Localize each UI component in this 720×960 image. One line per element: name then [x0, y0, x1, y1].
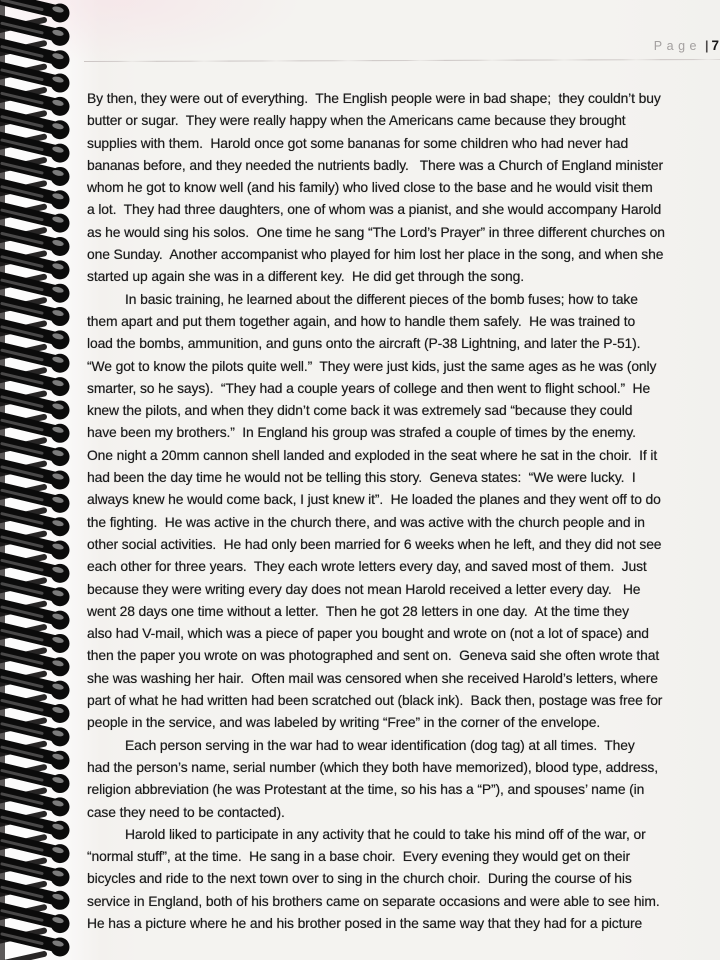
spiral-coil [0, 159, 70, 194]
text-line: a lot. They had three daughters, one of whom was a pianist, and she would accompany Harold [87, 201, 662, 218]
spiral-coil [0, 767, 70, 802]
spiral-coil [0, 813, 70, 848]
paragraph [87, 734, 720, 823]
text-line: other social activities. He had only been married for 6 weeks when he left, and they did not see [87, 535, 662, 552]
text-line: Each person serving in the war had to wear identification (dog tag) at all times. They [125, 736, 635, 753]
spiral-coil [0, 323, 70, 358]
text-line: also had V-mail, which was a piece of paper you bought and wrote on (not a lot of space) and [87, 625, 649, 642]
spiral-coil [0, 300, 70, 335]
page-separator: | [704, 39, 709, 53]
spiral-coil [0, 603, 70, 638]
spiral-coil [0, 66, 70, 101]
paragraph [87, 823, 720, 934]
spiral-coil [0, 136, 70, 171]
spiral-coil [0, 183, 70, 218]
spiral-coil [0, 463, 70, 498]
text-line: In basic training, he learned about the different pieces of the bomb fuses; how to take [125, 290, 638, 307]
spiral-coil [0, 650, 70, 685]
text-line: service in England, both of his brothers came on separate occasions and were able to see him. [87, 892, 660, 909]
text-line: One night a 20mm cannon shell landed and exploded in the seat where he sat in the choir. If it [87, 446, 658, 463]
spiral-coil [0, 790, 70, 825]
page-edge-strip [0, 0, 5, 960]
text-line: then the paper you wrote on was photographed and sent on. Geneva said she often wrote that [87, 647, 660, 664]
text-line: one Sunday. Another accompanist who played for him lost her place in the song, and when she [87, 246, 664, 263]
spiral-coil [0, 113, 70, 148]
spiral-coil [0, 883, 70, 918]
text-line: load the bombs, ammunition, and guns onto the aircraft (P-38 Lightning, and later the P-51). [87, 335, 641, 352]
page-number: 7 [711, 38, 719, 53]
spiral-coil [0, 556, 70, 591]
text-line: have been my brothers.” In England his group was strafed a couple of times by the enemy. [87, 424, 636, 441]
spiral-coil [0, 907, 70, 942]
text-line: went 28 days one time without a letter. Then he got 28 letters in one day. At the time they [87, 602, 629, 619]
text-line: she was washing her hair. Often mail was censored when she received Harold’s letters, where [87, 669, 658, 686]
spiral-coil [0, 697, 70, 732]
header-divider [84, 59, 720, 62]
text-line: people in the service, and was labeled by writing “Free” in the corner of the envelope. [87, 714, 601, 731]
text-line: smarter, so he says). “They had a couple years of college and then went to flight school.” He [87, 379, 651, 396]
spiral-coil [0, 533, 70, 568]
spiral-coil [0, 43, 70, 78]
text-line: each other for three years. They each wrote letters every day, and saved most of them. Just [87, 558, 647, 575]
spiral-coil [0, 486, 70, 521]
spiral-coil [0, 0, 70, 31]
text-line: because they were writing every day does not mean Harold received a letter every day. He [87, 580, 641, 597]
spiral-coil [0, 370, 70, 405]
text-line: bicycles and ride to the next town over to sing in the church choir. During the course of his [87, 870, 632, 887]
spiral-coil [0, 510, 70, 545]
paragraph [87, 87, 720, 288]
text-line: always knew he would come back, I just knew it”. He loaded the planes and they went off to do [87, 491, 661, 508]
text-line: religion abbreviation (he was Protestant at the time, so his has a “P”), and spouses’ name (in [87, 781, 645, 798]
text-line: “normal stuff”, at the time. He sang in a base choir. Every evening they would get on their [87, 848, 630, 865]
text-line: He has a picture where he and his brother posed in the same way that they had for a picture [87, 914, 643, 931]
text-line: butter or sugar. They were really happy when the Americans came because they brought [87, 112, 626, 129]
spiral-binding-svg [0, 0, 92, 960]
spiral-coil [0, 206, 70, 241]
text-line: Harold liked to participate in any activity that he could to take his mind off of the war, or [125, 825, 646, 842]
spiral-coil [0, 860, 70, 895]
paragraph [87, 288, 720, 734]
spiral-coil [0, 837, 70, 872]
text-line: the fighting. He was active in the church there, and was active with the church people and in [87, 513, 645, 530]
text-line: bananas before, and they needed the nutrients badly. There was a Church of England minister [87, 156, 663, 173]
spiral-coil [0, 230, 70, 265]
spiral-coil [0, 253, 70, 288]
text-line: By then, they were out of everything. The English people were in bad shape; they couldn’t buy [87, 90, 661, 106]
spiral-coil [0, 930, 70, 960]
page-label: Page [653, 39, 701, 53]
text-line: had been the day time he would not be telling this story. Geneva states: “We were lucky. I [87, 469, 636, 486]
text-line: part of what he had written had been scratched out (black ink). Back then, postage was free for [87, 692, 663, 709]
spiral-coil [0, 626, 70, 661]
text-line: started up again she was in a different key. He did get through the song. [87, 268, 524, 285]
spiral-coil [0, 89, 70, 124]
spiral-coil [0, 580, 70, 615]
text-line: case they need to be contacted). [87, 803, 285, 820]
text-line: as he would sing his solos. One time he sang “The Lord’s Prayer” in three different churches on [87, 223, 665, 240]
document-text [87, 87, 720, 934]
text-line: had the person’s name, serial number (which they both have memorized), blood type, address, [87, 758, 659, 775]
spiral-coil [0, 416, 70, 451]
text-line: whom he got to know well (and his family) who lived close to the base and he would visit them [87, 179, 653, 196]
spiral-coil [0, 393, 70, 428]
page-header [654, 39, 719, 53]
spiral-coil [0, 19, 70, 54]
spiral-coil [0, 673, 70, 708]
text-line: knew the pilots, and when they didn’t come back it was extremely sad “because they could [87, 402, 633, 419]
text-line: “We got to know the pilots quite well.” They were just kids, just the same ages as he was (only [87, 357, 657, 374]
spiral-coil [0, 346, 70, 381]
spiral-coil [0, 743, 70, 778]
text-line: them apart and put them together again, and how to handle them safely. He was trained to [87, 312, 636, 329]
spiral-coil [0, 440, 70, 475]
spiral-coil [0, 720, 70, 755]
text-line: supplies with them. Harold once got some bananas for some children who had never had [87, 134, 629, 151]
spiral-coil [0, 276, 70, 311]
